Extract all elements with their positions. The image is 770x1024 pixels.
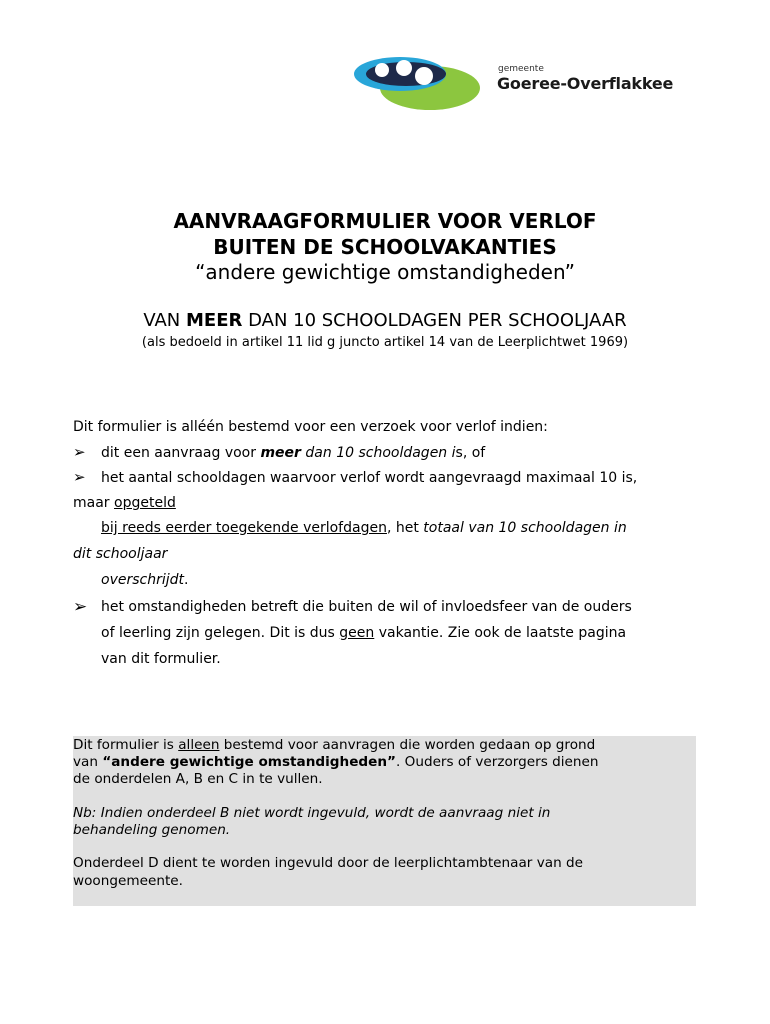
- notice-p1-l2-post: . Ouders of verzorgers dienen: [395, 754, 599, 770]
- condition-2-het: , het: [386, 520, 424, 536]
- municipality-logo: [352, 54, 692, 116]
- law-reference: (als bedoeld in artikel 11 lid g juncto artikel 14 van de Leerplichtwet 1969): [141, 335, 629, 350]
- logo-small-text: gemeente: [498, 64, 544, 74]
- arrow-bullet-icon: ➢: [73, 443, 86, 461]
- notice-p1-line-3: de onderdelen A, B en C in te vullen.: [73, 771, 323, 787]
- notice-p2-line-1: Nb: Indien onderdeel B niet wordt ingevuld, wordt de aanvraag niet in: [73, 805, 551, 821]
- period-bold: MEER: [185, 310, 243, 331]
- condition-3-post: vakantie. Zie ook de laatste pagina: [374, 625, 627, 641]
- condition-2-line-1: het aantal schooldagen waarvoor verlof wordt aangevraagd maximaal 10 is,: [101, 470, 638, 486]
- condition-1-italic: dan 10 schooldagen i: [300, 445, 456, 461]
- notice-p1-line-1: [73, 737, 595, 753]
- condition-3-line-1: het omstandigheden betreft die buiten de wil of invloedsfeer van de ouders: [101, 599, 632, 615]
- condition-1-post: s, of: [455, 445, 486, 461]
- intro-lead: Dit formulier is alléén bestemd voor een verzoek voor verlof indien:: [73, 419, 548, 435]
- condition-3-line-2: [101, 625, 626, 641]
- logo-white-dot-2: [396, 60, 412, 76]
- logo-white-dot-3: [415, 67, 433, 85]
- condition-2-line-5: [101, 572, 188, 588]
- condition-2-maar: maar: [73, 495, 115, 511]
- notice-p1-pre: Dit formulier is: [73, 737, 179, 753]
- condition-3-geen: geen: [339, 625, 375, 641]
- page-title-line-2: BUITEN DE SCHOOLVAKANTIES: [213, 235, 557, 259]
- notice-p1-alleen: alleen: [178, 737, 220, 753]
- arrow-bullet-icon: ➢: [73, 597, 88, 617]
- notice-p1-l2-bold: “andere gewichtige omstandigheden”: [102, 754, 396, 770]
- condition-2-dot: .: [184, 572, 189, 588]
- condition-2-reeds: bij reeds eerder toegekende verlofdagen: [101, 520, 387, 536]
- page-title-line-1: AANVRAAGFORMULIER VOOR VERLOF: [173, 209, 597, 233]
- notice-box: [73, 736, 696, 906]
- notice-p1-post: bestemd voor aanvragen die worden gedaan op grond: [219, 737, 596, 753]
- condition-3-pre: of leerling zijn gelegen. Dit is dus: [101, 625, 340, 641]
- notice-p1-line-2: [73, 754, 599, 770]
- page-subtitle: “andere gewichtige omstandigheden”: [195, 260, 575, 284]
- condition-1: [101, 445, 485, 461]
- condition-2-line-2: [73, 495, 176, 511]
- logo-white-dot-1: [375, 63, 389, 77]
- condition-2-totaal: totaal van 10 schooldagen in: [423, 520, 627, 536]
- condition-1-bold: meer: [260, 445, 301, 461]
- condition-2-opgeteld: opgeteld: [114, 495, 176, 511]
- condition-1-pre: dit een aanvraag voor: [101, 445, 261, 461]
- logo-name: Goeree-Overflakkee: [497, 74, 674, 93]
- notice-p2-line-2: behandeling genomen.: [73, 822, 231, 838]
- notice-p1-l2-pre: van: [73, 754, 103, 770]
- arrow-bullet-icon: ➢: [73, 468, 86, 486]
- period-pre: VAN: [143, 310, 186, 331]
- condition-2-overschrijdt: overschrijdt: [101, 572, 184, 588]
- condition-3-line-3: van dit formulier.: [101, 651, 221, 667]
- condition-2-line-3: [101, 520, 627, 536]
- period-heading: [0, 310, 770, 331]
- notice-p3-line-1: Onderdeel D dient te worden ingevuld door de leerplichtambtenaar van de: [73, 855, 583, 871]
- notice-p3-line-2: woongemeente.: [73, 873, 183, 889]
- period-post: DAN 10 SCHOOLDAGEN PER SCHOOLJAAR: [242, 310, 627, 331]
- logo-mark-icon: [352, 54, 482, 112]
- condition-2-line-4: dit schooljaar: [73, 546, 168, 562]
